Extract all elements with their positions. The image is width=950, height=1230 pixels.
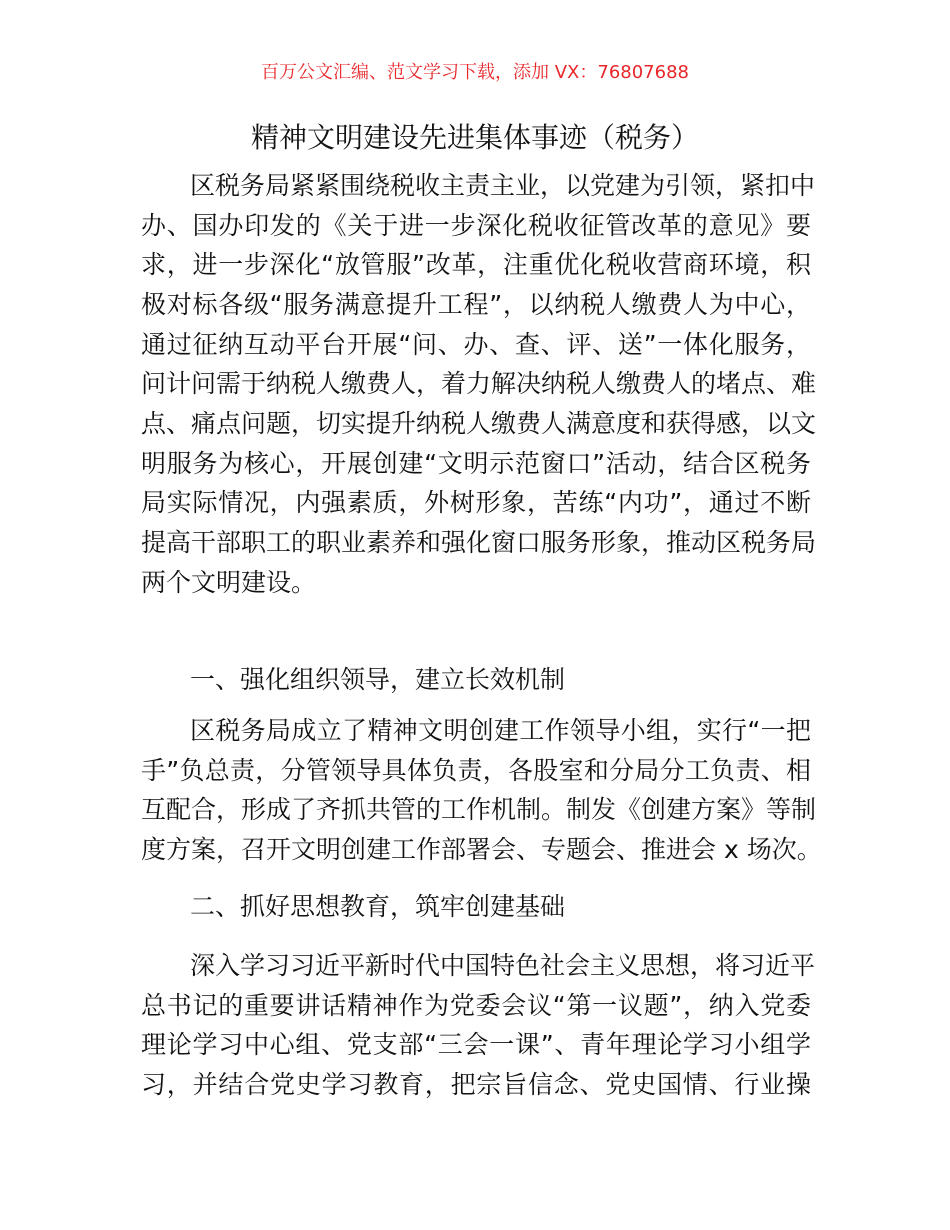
paragraph-line: 通过征纳互动平台开展“问、办、查、评、送”一体化服务， — [141, 330, 811, 359]
watermark-banner: 百万公文汇编、范文学习下载，添加 VX：76807688 — [261, 62, 689, 83]
paragraph-line: 习，并结合党史学习教育，把宗旨信念、党史国情、行业操 — [141, 1070, 811, 1099]
paragraph-line: 点、痛点问题，切实提升纳税人缴费人满意度和获得感，以文 — [141, 409, 817, 438]
paragraph-line: 互配合，形成了齐抓共管的工作机制。制发《创建方案》等制 — [141, 795, 817, 824]
paragraph-line: 明服务为核心，开展创建“文明示范窗口”活动，结合区税务 — [141, 449, 811, 478]
paragraph-line: 深入学习习近平新时代中国特色社会主义思想，将习近平 — [190, 951, 816, 980]
paragraph-line: 提高干部职工的职业素养和强化窗口服务形象，推动区税务局 — [141, 528, 817, 557]
paragraph-line: 总书记的重要讲话精神作为党委会议“第一议题”，纳入党委 — [141, 991, 811, 1020]
paragraph-line: 问计问需于纳税人缴费人，着力解决纳税人缴费人的堵点、难 — [141, 369, 817, 398]
paragraph-line: 求，进一步深化“放管服”改革，注重优化税收营商环境，积 — [141, 250, 811, 279]
paragraph-line: 理论学习中心组、党支部“三会一课”、青年理论学习小组学 — [141, 1030, 811, 1059]
paragraph-line: 区税务局紧紧围绕税收主责主业，以党建为引领，紧扣中 — [190, 171, 816, 200]
paragraph-line: 手”负总责，分管领导具体负责，各股室和分局分工负责、相 — [141, 756, 811, 785]
section-heading: 一、强化组织领导，建立长效机制 — [190, 665, 566, 694]
paragraph-line: 两个文明建设。 — [141, 568, 317, 597]
section-heading: 二、抓好思想教育，筑牢创建基础 — [190, 892, 566, 921]
document-title: 精神文明建设先进集体事迹（税务） — [250, 121, 699, 154]
paragraph-line: 办、国办印发的《关于进一步深化税收征管改革的意见》要 — [141, 211, 811, 240]
paragraph-line: 极对标各级“服务满意提升工程”，以纳税人缴费人为中心， — [141, 290, 811, 319]
paragraph-line: 局实际情况，内强素质，外树形象，苦练“内功”，通过不断 — [141, 488, 811, 517]
paragraph-line: 度方案，召开文明创建工作部署会、专题会、推进会 x 场次。 — [141, 835, 822, 864]
paragraph-line: 区税务局成立了精神文明创建工作领导小组，实行“一把 — [190, 716, 811, 745]
